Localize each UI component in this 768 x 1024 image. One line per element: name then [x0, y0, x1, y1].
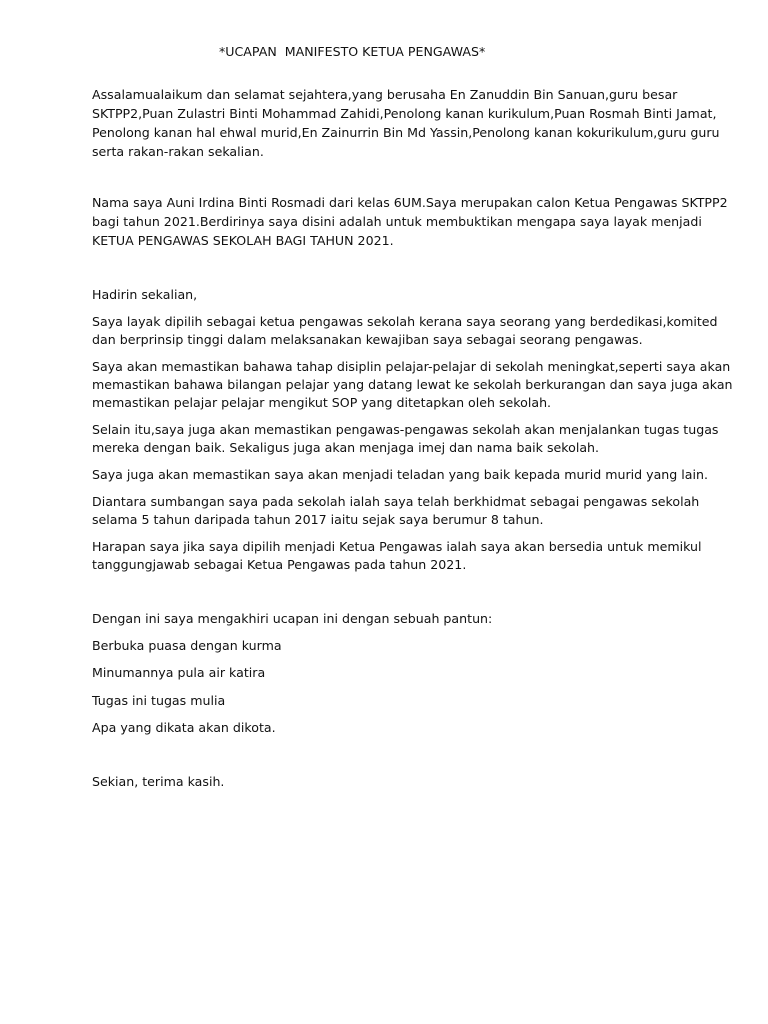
paragraph-contribution-line-1: Diantara sumbangan saya pada sekolah ialah saya telah berkhidmat sebagai pengawas sekolah [92, 494, 700, 509]
paragraph-qualification-line-2: dan berprinsip tinggi dalam melaksanakan kewajiban saya sebagai seorang pengawas. [92, 332, 643, 347]
paragraph-hope-line-1: Harapan saya jika saya dipilih menjadi Ketua Pengawas ialah saya akan bersedia untuk memikul [92, 539, 702, 554]
sign-off-line: Sekian, terima kasih. [92, 774, 225, 789]
paragraph-qualification-line-1: Saya layak dipilih sebagai ketua pengawas sekolah kerana saya seorang yang berdedikasi,komited [92, 314, 718, 329]
intro-line-3: KETUA PENGAWAS SEKOLAH BAGI TAHUN 2021. [92, 233, 394, 248]
greeting-line-3: Penolong kanan hal ehwal murid,En Zainurrin Bin Md Yassin,Penolong kanan kokurikulum,guru guru [92, 125, 720, 140]
pantun-line-1: Berbuka puasa dengan kurma [92, 638, 282, 653]
paragraph-discipline-line-3: memastikan pelajar pelajar mengikut SOP yang ditetapkan oleh sekolah. [92, 395, 552, 410]
paragraph-prefects-line-2: mereka dengan baik. Sekaligus juga akan menjaga imej dan nama baik sekolah. [92, 440, 600, 455]
address-line: Hadirin sekalian, [92, 287, 198, 302]
intro-line-2: bagi tahun 2021.Berdirinya saya disini adalah untuk membuktikan mengapa saya layak menjadi [92, 214, 702, 229]
paragraph-discipline-line-1: Saya akan memastikan bahawa tahap disiplin pelajar-pelajar di sekolah meningkat,seperti saya akan [92, 359, 731, 374]
greeting-line-2: SKTPP2,Puan Zulastri Binti Mohammad Zahidi,Penolong kanan kurikulum,Puan Rosmah Binti Jamat, [92, 106, 717, 121]
paragraph-discipline-line-2: memastikan bahawa bilangan pelajar yang datang lewat ke sekolah berkurangan dan saya juga akan [92, 377, 733, 392]
paragraph-contribution-line-2: selama 5 tahun daripada tahun 2017 iaitu sejak saya berumur 8 tahun. [92, 512, 544, 527]
closing-intro-line: Dengan ini saya mengakhiri ucapan ini dengan sebuah pantun: [92, 611, 493, 626]
pantun-line-2: Minumannya pula air katira [92, 665, 266, 680]
pantun-line-4: Apa yang dikata akan dikota. [92, 720, 276, 735]
paragraph-role-model-line: Saya juga akan memastikan saya akan menjadi teladan yang baik kepada murid murid yang lain. [92, 467, 708, 482]
greeting-line-1: Assalamualaikum dan selamat sejahtera,yang berusaha En Zanuddin Bin Sanuan,guru besar [92, 87, 678, 102]
greeting-line-4: serta rakan-rakan sekalian. [92, 144, 264, 159]
intro-line-1: Nama saya Auni Irdina Binti Rosmadi dari kelas 6UM.Saya merupakan calon Ketua Pengawas SKTPP2 [92, 195, 728, 210]
paragraph-prefects-line-1: Selain itu,saya juga akan memastikan pengawas-pengawas sekolah akan menjalankan tugas tugas [92, 422, 719, 437]
document-title: *UCAPAN MANIFESTO KETUA PENGAWAS* [219, 44, 486, 59]
pantun-line-3: Tugas ini tugas mulia [92, 693, 226, 708]
paragraph-hope-line-2: tanggungjawab sebagai Ketua Pengawas pada tahun 2021. [92, 557, 467, 572]
